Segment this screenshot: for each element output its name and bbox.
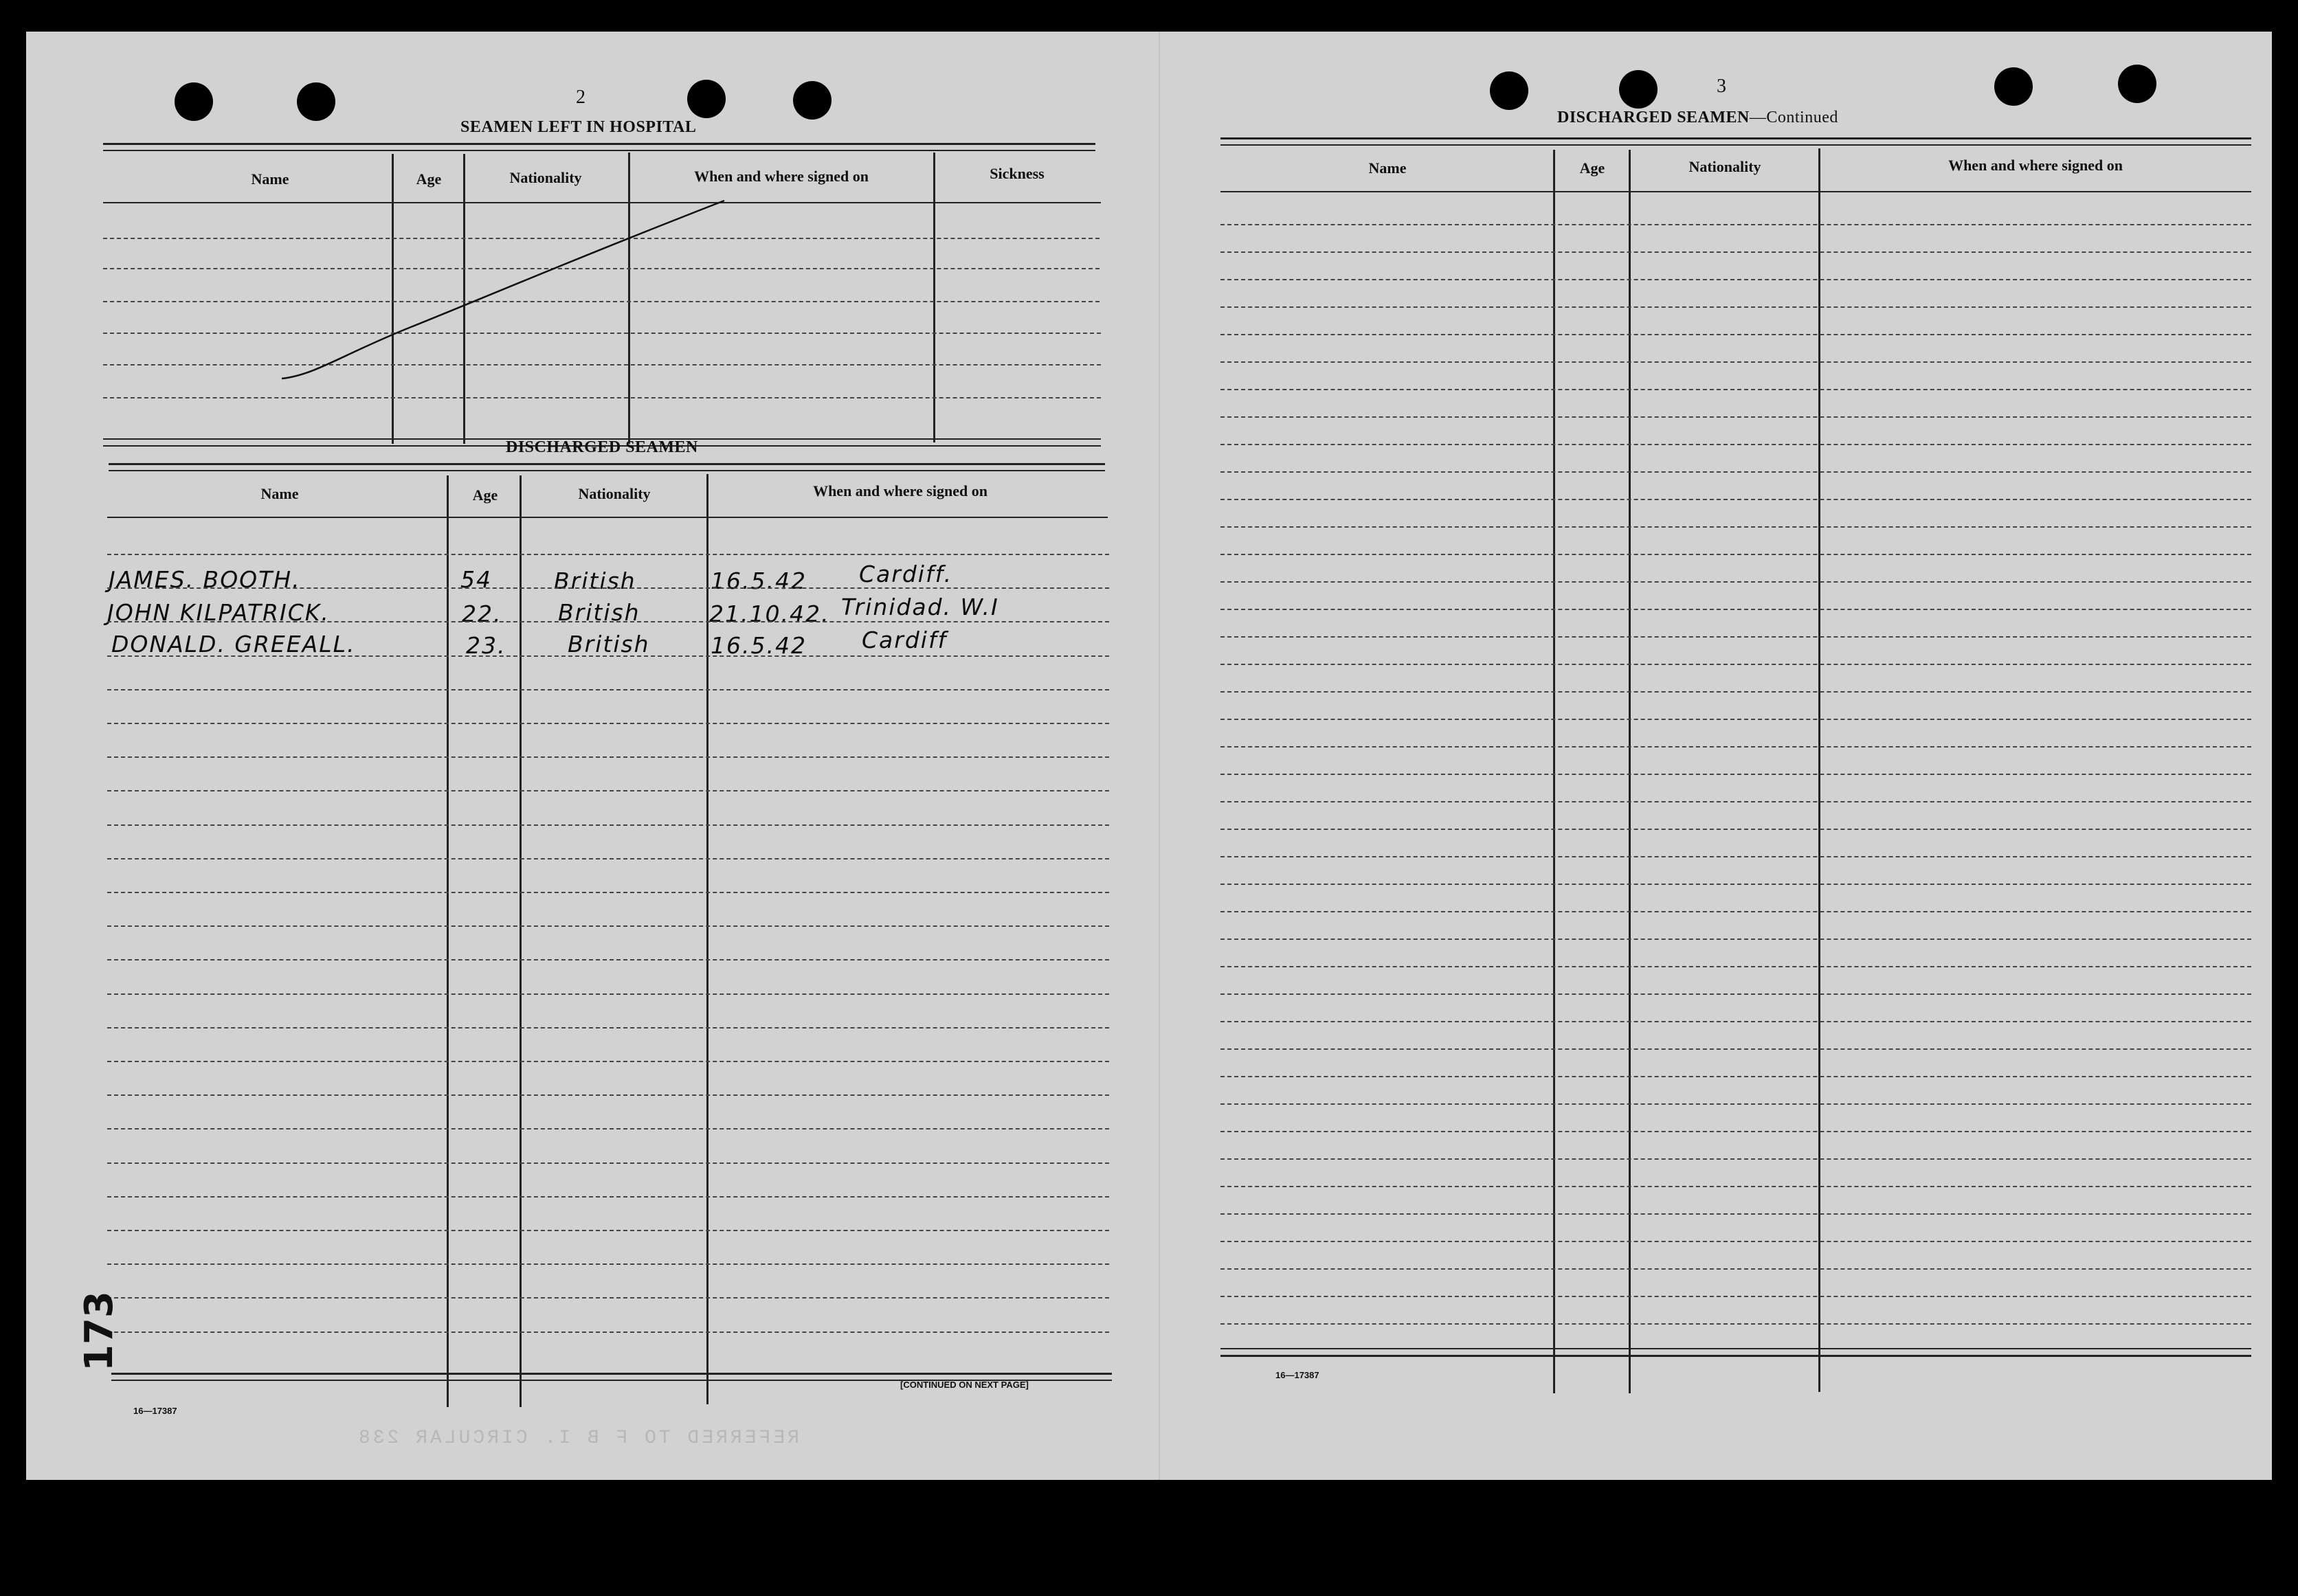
title-text: DISCHARGED SEAMEN [1557, 109, 1750, 126]
hospital-col-name: Name [251, 170, 289, 188]
page-number: 3 [1717, 76, 1726, 97]
right-bottom-rule [1220, 1355, 2251, 1357]
seaman-age: 23. [466, 632, 506, 659]
ruled-line [107, 892, 1109, 893]
signed-on-date: 21.10.42. [709, 600, 830, 627]
ruled-line [1220, 1021, 2251, 1022]
ruled-line [1220, 224, 2251, 225]
ruled-line [107, 925, 1109, 927]
seaman-name: DONALD. GREEALL. [111, 631, 356, 657]
signed-on-place: Cardiff [862, 627, 948, 653]
ruled-line [1220, 1186, 2251, 1187]
discharged-top-rule [109, 463, 1105, 465]
ruled-line [1220, 774, 2251, 775]
ruled-line [1220, 1076, 2251, 1077]
ruled-line [1220, 1241, 2251, 1242]
hospital-strike-line [26, 32, 782, 444]
ruled-line [1220, 939, 2251, 940]
hospital-col-age: Age [416, 170, 442, 188]
ruled-line [1220, 993, 2251, 995]
ruled-line [107, 1331, 1109, 1333]
ruled-line [107, 655, 1109, 657]
ruled-line [107, 1297, 1109, 1299]
ruled-line [1220, 471, 2251, 473]
ruled-line [1220, 389, 2251, 390]
ruled-line [107, 1196, 1109, 1198]
ruled-line [1220, 801, 2251, 802]
signed-on-place: Cardiff. [859, 561, 953, 587]
ruled-line [1220, 856, 2251, 857]
ruled-line [107, 1061, 1109, 1062]
seaman-name: JOHN KILPATRICK. [107, 599, 330, 626]
ruled-line [107, 1263, 1109, 1265]
ruled-line [107, 723, 1109, 724]
right-col-nationality: Nationality [1688, 158, 1761, 175]
discharged-header-rule [107, 517, 1108, 518]
discharged-col-signed-on: When and where signed on [813, 482, 988, 499]
right-header-rule [1220, 191, 2251, 192]
ruled-line [107, 824, 1109, 826]
left-page [26, 32, 1153, 1480]
right-page [1164, 32, 2272, 1480]
document-sheet [26, 32, 2272, 1480]
ruled-line [1220, 664, 2251, 665]
ruled-line [1220, 1296, 2251, 1297]
column-divider [1629, 150, 1631, 1393]
ruled-line [1220, 444, 2251, 445]
ruled-line [1220, 609, 2251, 610]
seaman-nationality: British [554, 567, 636, 594]
discharged-bottom-rule [111, 1373, 1112, 1375]
signed-on-place: Trinidad. W.I [841, 594, 999, 620]
ruled-line [107, 1094, 1109, 1096]
margin-page-number: 173 [77, 1291, 122, 1371]
ruled-line [107, 587, 1109, 589]
signed-on-date: 16.5.42 [711, 567, 807, 594]
ruled-line [1220, 719, 2251, 720]
right-col-age: Age [1579, 159, 1605, 177]
discharged-title: DISCHARGED SEAMEN [506, 438, 698, 456]
seaman-age: 22. [462, 600, 502, 627]
right-top-rule [1220, 137, 2251, 139]
ruled-line [107, 621, 1109, 622]
ruled-line [1220, 691, 2251, 693]
ruled-line [107, 790, 1109, 791]
ruled-line [1220, 1048, 2251, 1050]
column-divider [933, 153, 935, 442]
ruled-line [107, 1162, 1109, 1164]
ruled-line [1220, 334, 2251, 335]
form-number: 16—17387 [133, 1406, 177, 1416]
ruled-line [1220, 746, 2251, 748]
right-top-rule [1220, 144, 2251, 146]
discharged-continued-title [1557, 109, 1838, 127]
ruled-line [107, 689, 1109, 690]
ruled-line [1220, 251, 2251, 253]
ruled-line [1220, 636, 2251, 638]
discharged-col-name: Name [260, 485, 299, 502]
ruled-line [1220, 416, 2251, 418]
column-divider [520, 475, 522, 1407]
signed-on-date: 16.5.42 [711, 632, 807, 659]
ruled-line [107, 554, 1109, 555]
title-suffix: —Continued [1749, 109, 1838, 126]
ruled-line [107, 858, 1109, 859]
hospital-col-nationality: Nationality [509, 169, 582, 186]
page-number: 2 [576, 87, 585, 108]
ruled-line [1220, 499, 2251, 500]
ruled-line [1220, 1158, 2251, 1160]
ruled-line [1220, 306, 2251, 308]
ruled-line [1220, 829, 2251, 830]
column-divider [447, 475, 449, 1407]
ruled-line [1220, 911, 2251, 912]
ruled-line [1220, 526, 2251, 528]
seaman-age: 54 [460, 566, 492, 593]
ruled-line [1220, 1268, 2251, 1270]
bleed-through-text: REFERRED TO F B I. CIRCULAR 238 [356, 1428, 799, 1449]
ruled-line [1220, 884, 2251, 885]
ruled-line [107, 1027, 1109, 1029]
strike-stroke [282, 201, 724, 379]
ruled-line [1220, 1323, 2251, 1325]
ruled-line [107, 756, 1109, 758]
right-bottom-rule [1220, 1348, 2251, 1349]
ruled-line [1220, 1213, 2251, 1215]
ruled-line [1220, 581, 2251, 583]
continued-note: [CONTINUED ON NEXT PAGE] [900, 1380, 1029, 1390]
ruled-line [107, 993, 1109, 995]
ruled-line [1220, 279, 2251, 280]
hospital-title: SEAMEN LEFT IN HOSPITAL [460, 118, 697, 136]
column-divider [1553, 150, 1555, 1393]
hospital-col-sickness: Sickness [990, 165, 1045, 182]
ruled-line [1220, 966, 2251, 967]
ruled-line [1220, 1103, 2251, 1105]
seaman-nationality: British [568, 631, 650, 657]
seaman-name: JAMES. BOOTH. [109, 566, 301, 593]
right-col-signed-on: When and where signed on [1948, 157, 2123, 174]
discharged-col-age: Age [472, 486, 498, 504]
right-col-name: Name [1368, 159, 1407, 177]
ruled-line [107, 959, 1109, 960]
ruled-line [1220, 1131, 2251, 1132]
discharged-top-rule [109, 470, 1105, 471]
ruled-line [107, 1230, 1109, 1231]
ruled-line [1220, 361, 2251, 363]
discharged-col-nationality: Nationality [578, 485, 651, 502]
hospital-col-signed-on: When and where signed on [694, 168, 869, 185]
ruled-line [1220, 554, 2251, 555]
ruled-line [107, 1128, 1109, 1129]
form-number: 16—17387 [1275, 1370, 1319, 1380]
seaman-nationality: British [558, 599, 640, 626]
